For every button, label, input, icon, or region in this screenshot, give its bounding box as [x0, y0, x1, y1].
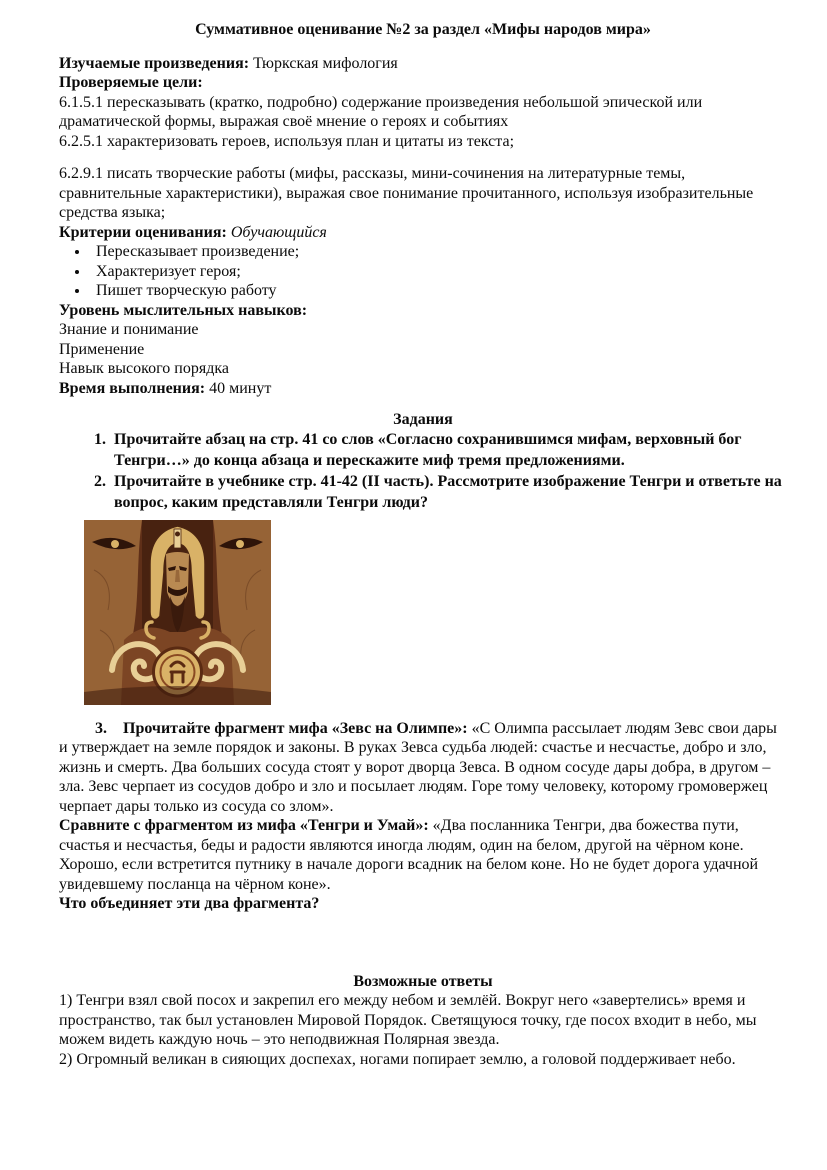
- final-question: Что объединяет эти два фрагмента?: [59, 895, 320, 913]
- time-label: Время выполнения:: [59, 379, 206, 397]
- skill-item: Навык высокого порядка: [59, 360, 229, 378]
- skill-item: Знание и понимание: [59, 321, 199, 339]
- criteria-subject: Обучающийся: [226, 223, 327, 241]
- answer-1: 1) Тенгри взял свой посох и закрепил его между небом и землёй. Вокруг него «завертелись» время и пространство, так был установлен Мировой Порядок. Светящуюся точку, где посох входит в небо, мы можем видеть каждую ночь – это неподвижная Полярная звезда.: [59, 992, 757, 1049]
- criteria-item: • Пересказывает произведение;: [90, 242, 787, 262]
- goals-label-line: [59, 73, 787, 93]
- helmet-crest-dot: [175, 531, 180, 536]
- skills-label-line: [59, 301, 787, 321]
- goal-6251: 6.2.5.1 характеризовать героев, используя план и цитаты из текста;: [59, 132, 515, 150]
- task-item-2: 2. Прочитайте в учебнике стр. 41-42 (II часть). Рассмотрите изображение Тенгри и ответьте на вопрос, каким представляли Тенгри люди?: [110, 472, 787, 514]
- tengri-image: [84, 520, 271, 705]
- compare-text: «Два посланника Тенгри, два божества пути, счастья и несчастья, беды и радости являются иногда людям, один на белом, другой на чёрном коне. Хорошо, если встретится путнику в начале дороги всадник на белом коне. Но не будет дорога удачной увидевшему посланца на чёрном коне».: [59, 817, 759, 893]
- document-title: Суммативное оценивание №2 за раздел «Мифы народов мира»: [195, 21, 651, 38]
- time-line: [59, 379, 787, 399]
- criteria-label: Критерии оценивания:: [59, 223, 227, 241]
- task-3-paragraph: [59, 719, 787, 817]
- compare-label: Сравните с фрагментом из мифа «Тенгри и Умай»:: [59, 817, 429, 835]
- goal-6151: 6.1.5.1 пересказывать (кратко, подробно) содержание произведения небольшой эпической или драматической формы, выражая своё мнение о героях и событиях: [59, 93, 703, 131]
- studied-works-line: [59, 54, 787, 74]
- goal-6291: 6.2.9.1 писать творческие работы (мифы, рассказы, мини-сочинения на литературные темы, сравнительные характеристики), выражая свое понимание прочитанного, используя изобразительные средства языка;: [59, 165, 754, 222]
- skill-item: Применение: [59, 340, 145, 358]
- time-value: 40 минут: [205, 379, 272, 397]
- answer-2: 2) Огромный великан в сияющих доспехах, ногами попирает землю, а головой поддерживает небо.: [59, 1050, 736, 1068]
- tasks-heading: Задания: [393, 411, 453, 429]
- criteria-item: • Пишет творческую работу: [90, 281, 787, 301]
- answers-heading: Возможные ответы: [353, 972, 493, 990]
- studied-works-label: Изучаемые произведения:: [59, 54, 250, 72]
- criteria-list: [59, 242, 787, 301]
- task-3-number: 3.: [95, 719, 107, 737]
- studied-works-value: Тюркская мифология: [249, 54, 398, 72]
- criteria-line: [59, 223, 787, 243]
- task-3-label: Прочитайте фрагмент мифа «Зевс на Олимпе»:: [123, 719, 468, 737]
- compare-paragraph: [59, 816, 787, 894]
- criteria-item: • Характеризует героя;: [90, 262, 787, 282]
- goals-label: Проверяемые цели:: [59, 74, 203, 92]
- task-3-text: «С Олимпа рассылает людям Зевс свои дары и утверждает на земле порядок и законы. В руках Зевса судьба людей: счастье и несчастье, добро и зло, жизнь и смерть. Два больших сосуда стоят у ворот дворца Зевса. В одном сосуде дары добра, в другом – зла. Зевс черпает из сосудов добро и зло и посылает людям. Горе тому человеку, которому громовержец черпает дары только из сосуда со злом».: [59, 719, 777, 815]
- task-item-1: 1. Прочитайте абзац на стр. 41 со слов «Согласно сохранившимся мифам, верховный бог Тенгри…» до конца абзаца и перескажите миф тремя предложениями.: [110, 430, 787, 472]
- tasks-list: [59, 430, 787, 514]
- skills-label: Уровень мыслительных навыков:: [59, 301, 308, 319]
